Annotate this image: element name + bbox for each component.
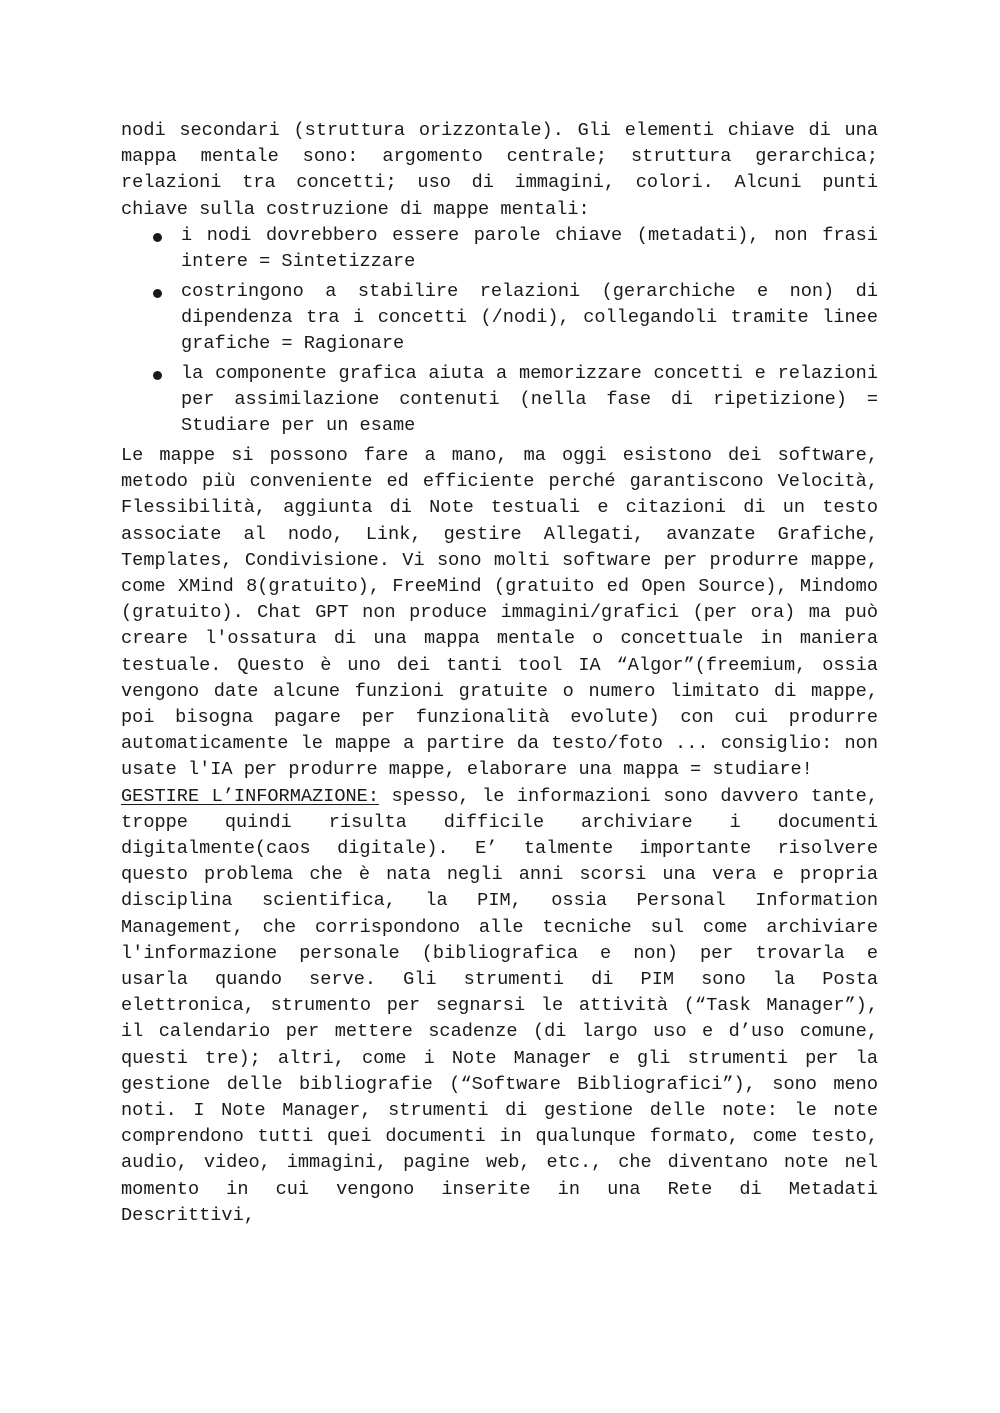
list-item <box>121 361 878 440</box>
software-paragraph: Le mappe si possono fare a mano, ma oggi esistono dei software, metodo più conveniente ed efficiente perché garantiscono Velocità, Flessibilità, aggiunta di Note testuali e citazioni di un testo associate al nodo, Link, gestire Allegati, avanzate Grafiche, Templates, Condivisione. Vi sono molti software per produrre mappe, come XMind 8(gratuito), FreeMind (gratuito ed Open Source), Mindomo (gratuito). Chat GPT non produce immagini/grafici (per ora) ma può creare l'ossatura di una mappa mentale o concettuale in maniera testuale. Questo è uno dei tanti tool IA “Algor”(freemium, ossia vengono date alcune funzioni gratuite o numero limitato di mappe, poi bisogna pagare per funzionalità evolute) con cui produrre automaticamente le mappe a partire da testo/foto ... consiglio: non usate l'IA per produrre mappe, elaborare una mappa = studiare! <box>121 444 878 781</box>
list-item-text: i nodi dovrebbero essere parole chiave (metadati), non frasi intere = Sintetizzare <box>181 224 878 273</box>
section-heading: GESTIRE L’INFORMAZIONE: <box>121 785 379 807</box>
information-management-paragraph <box>121 784 878 1229</box>
list-item <box>121 279 878 358</box>
key-points-list <box>121 223 878 440</box>
intro-paragraph: nodi secondari (struttura orizzontale). Gli elementi chiave di una mappa mentale sono: argomento centrale; struttura gerarchica; relazioni tra concetti; uso di immagini, colori. Alcuni punti chiave sulla costruzione di mappe mentali: <box>121 120 878 220</box>
list-item <box>121 223 878 275</box>
bullet-icon <box>153 289 162 298</box>
document-page <box>121 118 878 1229</box>
list-item-text: costringono a stabilire relazioni (gerarchiche e non) di dipendenza tra i concetti (/nodi), collegandoli tramite linee grafiche = Ragionare <box>181 280 878 355</box>
bullet-icon <box>153 233 162 242</box>
section-paragraph-text: spesso, le informazioni sono davvero tante, troppe quindi risulta difficile archiviare i documenti digitalmente(caos digitale). E’ talmente importante risolvere questo problema che è nata negli anni scorsi una vera e propria disciplina scientifica, la PIM, ossia Personal Information Management, che corrispondono alle tecniche sul come archiviare l'informazione personale (bibliografica e non) per trovarla e usarla quando serve. Gli strumenti di PIM sono la Posta elettronica, strumento per segnarsi le attività (“Task Manager”), il calendario per mettere scadenze (di largo uso e d’uso comune, questi tre); altri, come i Note Manager e gli strumenti per la gestione delle bibliografie (“Software Bibliografici”), sono meno noti. I Note Manager, strumenti di gestione delle note: le note comprendono tutti quei documenti in qualunque formato, come testo, audio, video, immagini, pagine web, etc., che diventano note nel momento in cui vengono inserite in una Rete di Metadati Descrittivi, <box>121 785 878 1226</box>
list-item-text: la componente grafica aiuta a memorizzare concetti e relazioni per assimilazione contenuti (nella fase di ripetizione) = Studiare per un esame <box>181 362 878 437</box>
bullet-icon <box>153 371 162 380</box>
